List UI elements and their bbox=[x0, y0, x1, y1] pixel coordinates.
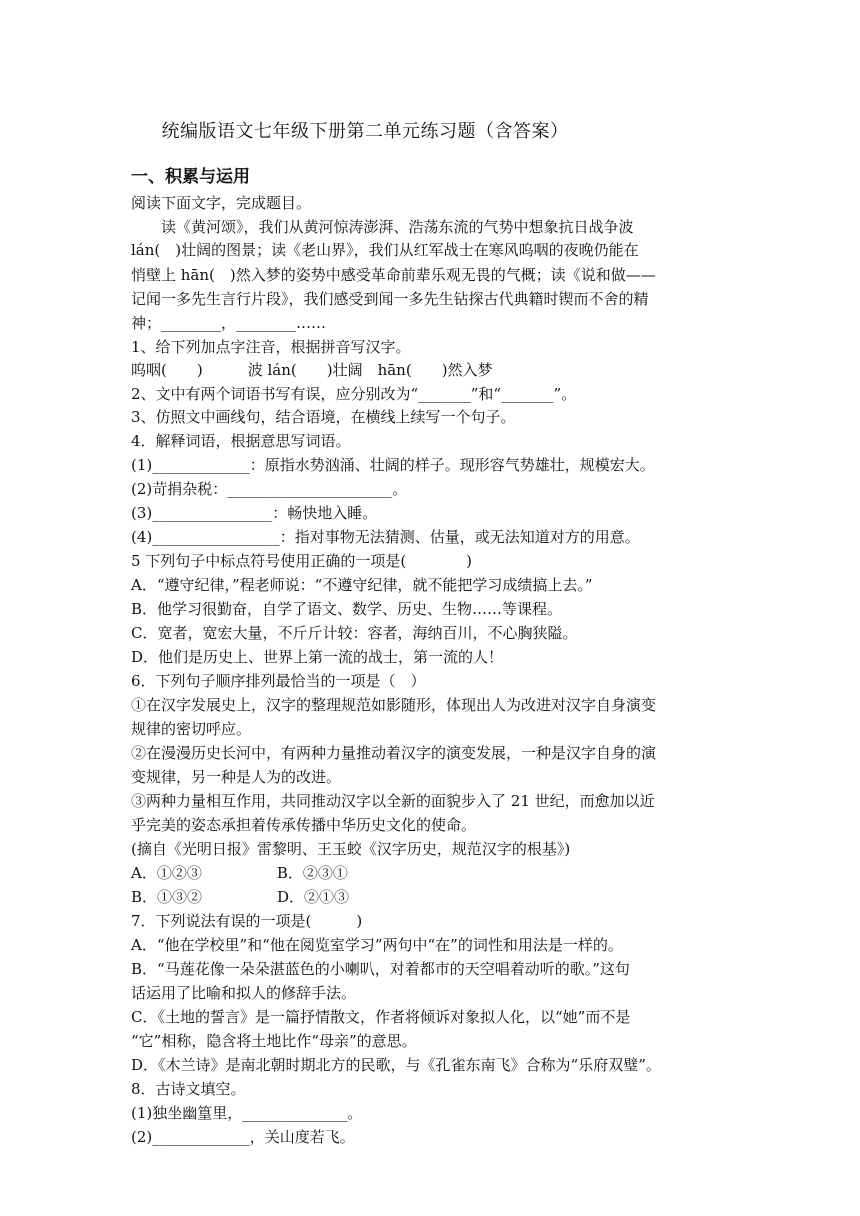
text-line: 悄壁上 hān( )然入梦的姿势中感受革命前辈乐观无畏的气概；读《说和做—— bbox=[131, 266, 656, 284]
text-line: (1)_____________：原指水势汹涌、壮阔的样子。现形容气势雄壮，规模宏大。 bbox=[131, 456, 655, 474]
text-line: (3)________________：畅快地入睡。 bbox=[131, 504, 378, 522]
text-line: 1、给下列加点字注音，根据拼音写汉字。 bbox=[131, 338, 411, 356]
text-line: B．“马莲花像一朵朵湛蓝色的小喇叭，对着都市的天空唱着动听的歌。”这句 bbox=[131, 960, 630, 978]
text-line: 读《黄河颂》，我们从黄河惊涛澎湃、浩荡东流的气势中想象抗日战争波 bbox=[161, 218, 634, 236]
text-line: ①在汉字发展史上，汉字的整理规范如影随形，体现出人为改进对汉字自身演变 bbox=[131, 696, 657, 714]
text-line: 乎完美的姿态承担着传承传播中华历史文化的使命。 bbox=[131, 816, 477, 834]
text-line: C．《土地的誓言》是一篇抒情散文，作者将倾诉对象拟人化，以“她”而不是 bbox=[131, 1008, 631, 1026]
page-title: 统编版语文七年级下册第二单元练习题（含答案） bbox=[161, 121, 569, 142]
text-line: 5 下列句子中标点符号使用正确的一项是( ) bbox=[131, 552, 473, 570]
text-line: 2、文中有两个词语书写有误，应分别改为“_______”和“_______”。 bbox=[131, 385, 577, 403]
text-line: (2)_____________，关山度若飞。 bbox=[131, 1128, 355, 1146]
text-line: 阅读下面文字，完成题目。 bbox=[131, 194, 312, 212]
text-line: 记闻一多先生言行片段》，我们感受到闻一多先生钻探古代典籍时锲而不舍的精 bbox=[131, 290, 649, 308]
text-line: ②在漫漫历史长河中，有两种力量推动着汉字的演变发展，一种是汉字自身的演 bbox=[131, 744, 657, 762]
text-line: ③两种力量相互作用，共同推动汉字以全新的面貌步入了 21 世纪，而愈加以近 bbox=[131, 792, 655, 810]
text-line: A．“他在学校里”和“他在阅览室学习”两句中“在”的词性和用法是一样的。 bbox=[131, 936, 623, 954]
text-line: C．宽者，宽宏大量，不斤斤计较：容者，海纳百川，不心胸狭隘。 bbox=[131, 624, 578, 642]
text-line: D．《木兰诗》是南北朝时期北方的民歌，与《孔雀东南飞》合称为“乐府双璧”。 bbox=[131, 1056, 661, 1074]
text-line: (摘自《光明日报》雷黎明、王玉蛟《汉字历史，规范汉字的根基》) bbox=[131, 840, 571, 858]
text-line: 呜咽( ) 波 lán( )壮阔 hān( )然入梦 bbox=[131, 361, 493, 379]
text-line: B．①③② D．②①③ bbox=[131, 888, 350, 906]
text-line: 4．解释词语，根据意思写词语。 bbox=[131, 432, 351, 450]
text-line: B．他学习很勤奋，自学了语文、数学、历史、生物……等课程。 bbox=[131, 600, 563, 618]
text-line: (4)_________________：指对事物无法猜测、估量，或无法知道对方的用意。 bbox=[131, 528, 640, 546]
section-heading: 一、积累与运用 bbox=[131, 167, 250, 187]
text-line: 神；________，________…… bbox=[131, 314, 327, 332]
text-line: A．①②③ B．②③① bbox=[131, 864, 348, 882]
text-line: 6．下列句子顺序排列最恰当的一项是（ ） bbox=[131, 672, 426, 690]
text-line: “它”相称，隐含将土地比作“母亲”的意思。 bbox=[131, 1032, 417, 1050]
text-line: 变规律，另一种是人为的改进。 bbox=[131, 768, 342, 786]
text-line: 3、仿照文中画线句，结合语境，在横线上续写一个句子。 bbox=[131, 408, 516, 426]
text-line: 7．下列说法有误的一项是( ) bbox=[131, 912, 363, 930]
text-line: (2)苛捐杂税：______________________。 bbox=[131, 480, 408, 498]
text-line: lán( )壮阔的图景；读《老山界》，我们从红军战士在寒风呜咽的夜晚仍能在 bbox=[131, 241, 639, 259]
text-line: (1)独坐幽篁里，______________。 bbox=[131, 1104, 363, 1122]
text-line: D．他们是历史上、世界上第一流的战士，第一流的人！ bbox=[131, 648, 504, 666]
text-line: A．“遵守纪律，”程老师说：“不遵守纪律，就不能把学习成绩搞上去。” bbox=[131, 576, 593, 594]
text-line: 规律的密切呼应。 bbox=[131, 720, 252, 738]
text-line: 话运用了比喻和拟人的修辞手法。 bbox=[131, 984, 357, 1002]
text-line: 8．古诗文填空。 bbox=[131, 1080, 246, 1098]
